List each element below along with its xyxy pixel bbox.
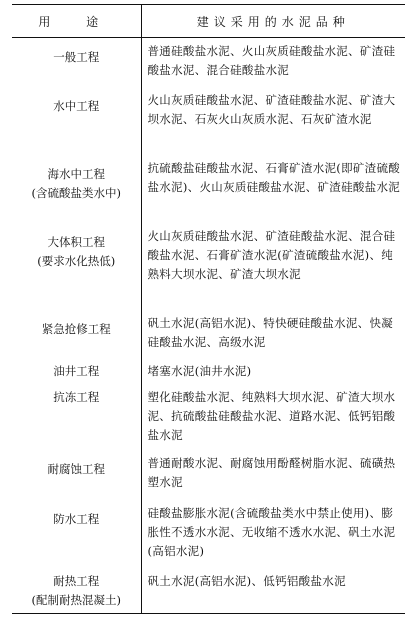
table-row — [12, 384, 405, 450]
cement-selection-table — [12, 4, 405, 614]
table-header-row — [12, 5, 405, 38]
table-row — [12, 450, 405, 500]
table-row — [12, 500, 405, 568]
cement-cell: 矾土水泥(高铝水泥)、特快硬硅酸盐水泥、快凝硅酸盐水泥、高级水泥 — [147, 315, 394, 349]
use-cell: 抗冻工程 — [12, 384, 141, 450]
cement-cell: 抗硫酸盐硅酸盐水泥、石膏矿渣水泥(即矿渣硫酸盐水泥)、火山灰质硅酸盐水泥、矿渣硅酸盐水泥 — [147, 160, 401, 194]
cement-cell: 硅酸盐膨胀水泥(含硫酸盐类水中禁止使用)、膨胀性不透水水泥、无收缩不透水水泥、矾土水泥(高铝水泥) — [147, 505, 396, 558]
table-row — [12, 38, 405, 87]
table-row — [12, 223, 405, 310]
use-cell: 一般工程 — [12, 38, 141, 87]
use-cell: 耐热工程 (配制耐热混凝土) — [12, 568, 141, 614]
cement-cell: 火山灰质硅酸盐水泥、矿渣硅酸盐水泥、矿渣大坝水泥、石灰火山灰质水泥、石灰矿渣水泥 — [147, 92, 396, 126]
use-cell: 海水中工程 (含硫酸盐类水中) — [12, 155, 141, 223]
table-row — [12, 310, 405, 358]
table-row — [12, 358, 405, 384]
use-cell: 水中工程 — [12, 87, 141, 155]
cement-cell: 塑化硅酸盐水泥、纯熟料大坝水泥、矿渣大坝水泥、抗硫酸盐硅酸盐水泥、道路水泥、低钙铝酸盐水泥 — [147, 389, 396, 442]
column-header-cement: 建议采用的水泥品种 — [141, 5, 405, 38]
column-header-use: 用 途 — [12, 5, 141, 38]
use-cell: 耐腐蚀工程 — [12, 450, 141, 500]
cement-cell: 普通硅酸盐水泥、火山灰质硅酸盐水泥、矿渣硅酸盐水泥、混合硅酸盐水泥 — [147, 44, 396, 77]
cement-cell: 普通耐酸水泥、耐腐蚀用酚醛树脂水泥、硫磺热塑水泥 — [147, 455, 396, 489]
use-cell: 大体积工程 (要求水化热低) — [12, 223, 141, 310]
use-cell: 油井工程 — [12, 358, 141, 384]
table-row — [12, 155, 405, 223]
cement-cell: 堵塞水泥(油井水泥) — [147, 363, 252, 378]
table-row — [12, 568, 405, 614]
cement-cell: 矾土水泥(高铝水泥)、低钙铝酸盐水泥 — [141, 568, 405, 614]
use-cell: 紧急抢修工程 — [12, 310, 141, 358]
table-row — [12, 87, 405, 155]
cement-cell: 火山灰质硅酸盐水泥、矿渣硅酸盐水泥、混合硅酸盐水泥、石膏矿渣水泥(矿渣硫酸盐水泥)、纯熟料大坝水泥、矿渣大坝水泥 — [147, 228, 396, 281]
use-cell: 防水工程 — [12, 500, 141, 568]
